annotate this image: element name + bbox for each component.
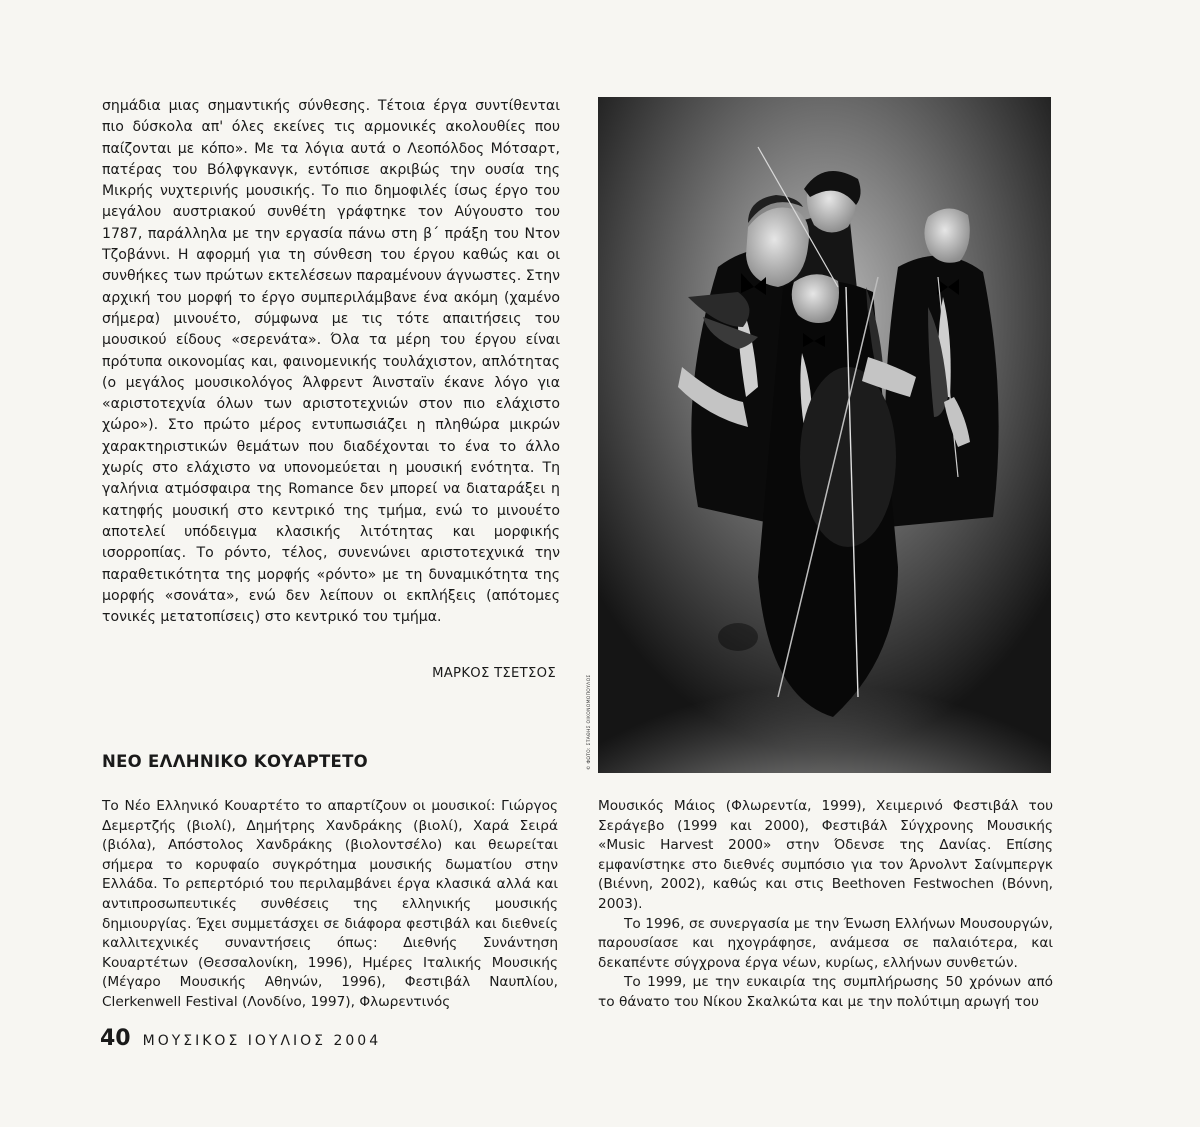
quartet-text-left (102, 797, 558, 1013)
page-footer (100, 1026, 381, 1051)
section-heading: ΝΕΟ ΕΛΛΗΝΙΚΟ ΚΟΥΑΡΤΕΤΟ (102, 752, 369, 771)
author-byline: ΜΑΡΚΟΣ ΤΣΕΤΣΟΣ (432, 666, 556, 681)
photo-credit: © ΦΩΤΟ: ΣΤΑΘΗΣ ΟΙΚΟΝΟΜΟΠΟΥΛΟΣ (587, 674, 592, 770)
quartet-paragraph: Το Νέο Ελληνικό Κουαρτέτο το απαρτίζουν οι μουσικοί: Γιώργος Δεμερτζής (βιολί), Δημήτρης Χανδράκης (βιολί), Χαρά Σειρά (βιόλα), Απόστολος Χανδράκης (βιολοντσέλο) και θεωρείται σήμερα το κορυφαίο συγκρότημα μουσικής δωματίου στην Ελλάδα. Το ρεπερτόριό του περιλαμβάνει έργα κλασικά αλλά και αντιπροσωπευτικές συνθέσεις της ελληνικής μουσικής δημιουργίας. Έχει συμμετάσχει σε διάφορα φεστιβάλ και διεθνείς καλλιτεχνικές συναντήσεις όπως: Διεθνής Συνάντηση Κουαρτέτων (Θεσσαλονίκη, 1996), Ημέρες Ιταλικής Μουσικής (Μέγαρο Μουσικής Αθηνών, 1996), Φεστιβάλ Ναυπλίου, Clerkenwell Festival (Λονδίνο, 1997), Φλωρεντινός (102, 798, 558, 1010)
magazine-issue: ΜΟΥΣΙΚΟΣ ΙΟΥΛΙΟΣ 2004 (142, 1033, 382, 1049)
quartet-paragraph: Μουσικός Μάιος (Φλωρεντία, 1999), Χειμερινό Φεστιβάλ του Σεράγεβο (1999 και 2000), Φεστιβάλ Σύγχρονης Μουσικής «Music Harvest 2000» στην Όδενσε της Δανίας. Επίσης εμφανίστηκε στο διεθνές συμπόσιο για τον Άρνολντ Σαίνμπεργκ (Βιέννη, 2002), καθώς και στις Beethoven Festwochen (Βόννη, 2003). (598, 798, 1053, 912)
page-number: 40 (100, 1026, 131, 1051)
quartet-paragraph: Το 1996, σε συνεργασία με την Ένωση Ελλήνων Μουσουργών, παρουσίασε και ηχογράφησε, ανάμεσα σε παλαιότερα, και δεκαπέντε σύγχρονα έργα νέων, κυρίως, ελλήνων συνθετών. (598, 915, 1053, 971)
quartet-photo (598, 97, 1051, 773)
article-text (102, 96, 560, 628)
article-paragraph: σημάδια μιας σημαντικής σύνθεσης. Τέτοια έργα συντίθενται πιο δύσκολα απ' όλες εκείνες τις αρμονικές ακολουθίες που παίζονται με κόπο». Με τα λόγια αυτά ο Λεοπόλδος Μότσαρτ, πατέρας του Βόλφγκανγκ, εντόπισε ακριβώς την ουσία της Μικρής νυχτερινής μουσικής. Το πιο δημοφιλές ίσως έργο του μεγάλου αυστριακού συνθέτη γράφτηκε τον Αύγουστο του 1787, παράλληλα με την εργασία πάνω στη β΄ πράξη του Ντον Τζοβάννι. Η αφορμή για τη σύνθεση του έργου καθώς και οι συνθήκες των πρώτων εκτελέσεων παραμένουν άγνωστες. Στην αρχική του μορφή το έργο συμπεριλάμβανε ένα ακόμη (χαμένο σήμερα) μινουέτο, σύμφωνα με τις τότε απαιτήσεις του μουσικού είδους «σερενάτα». Όλα τα μέρη του έργου είναι πρότυπα οικονομίας και, φαινομενικής τουλάχιστον, απλότητας (ο μεγάλος μουσικολόγος Άλφρεντ Άινσταϊν έκανε λόγο για «αριστοτεχνία όλων των αριστοτεχνιών στον πιο ελάχιστο χώρο»). Στο πρώτο μέρος εντυπωσιάζει η πληθώρα μικρών χαρακτηριστικών θεμάτων που διαδέχονται το ένα το άλλο χωρίς στο ελάχιστο να υπονομεύεται η μουσική ενότητα. Τη γαλήνια ατμόσφαιρα της Romance δεν μπορεί να διαταράξει η κατηφής μουσική στο κεντρικό της τμήμα, ενώ το μινουέτο αποτελεί υπόδειγμα κλασικής λιτότητας και μορφικής ισορροπίας. Το ρόντο, τέλος, συνενώνει αριστοτεχνικά την παραθετικότητα της μορφής «ρόντο» με τη δυναμικότητα της μορφής «σονάτα», ενώ δεν λείπουν οι εκπλήξεις (απότομες τονικές μετατοπίσεις) στο κεντρικό του τμήμα. (102, 98, 560, 626)
quartet-paragraph: Το 1999, με την ευκαιρία της συμπλήρωσης 50 χρόνων από το θάνατο του Νίκου Σκαλκώτα και με την πολύτιμη αρωγή του (598, 974, 1053, 1010)
quartet-text-right (598, 797, 1053, 1013)
